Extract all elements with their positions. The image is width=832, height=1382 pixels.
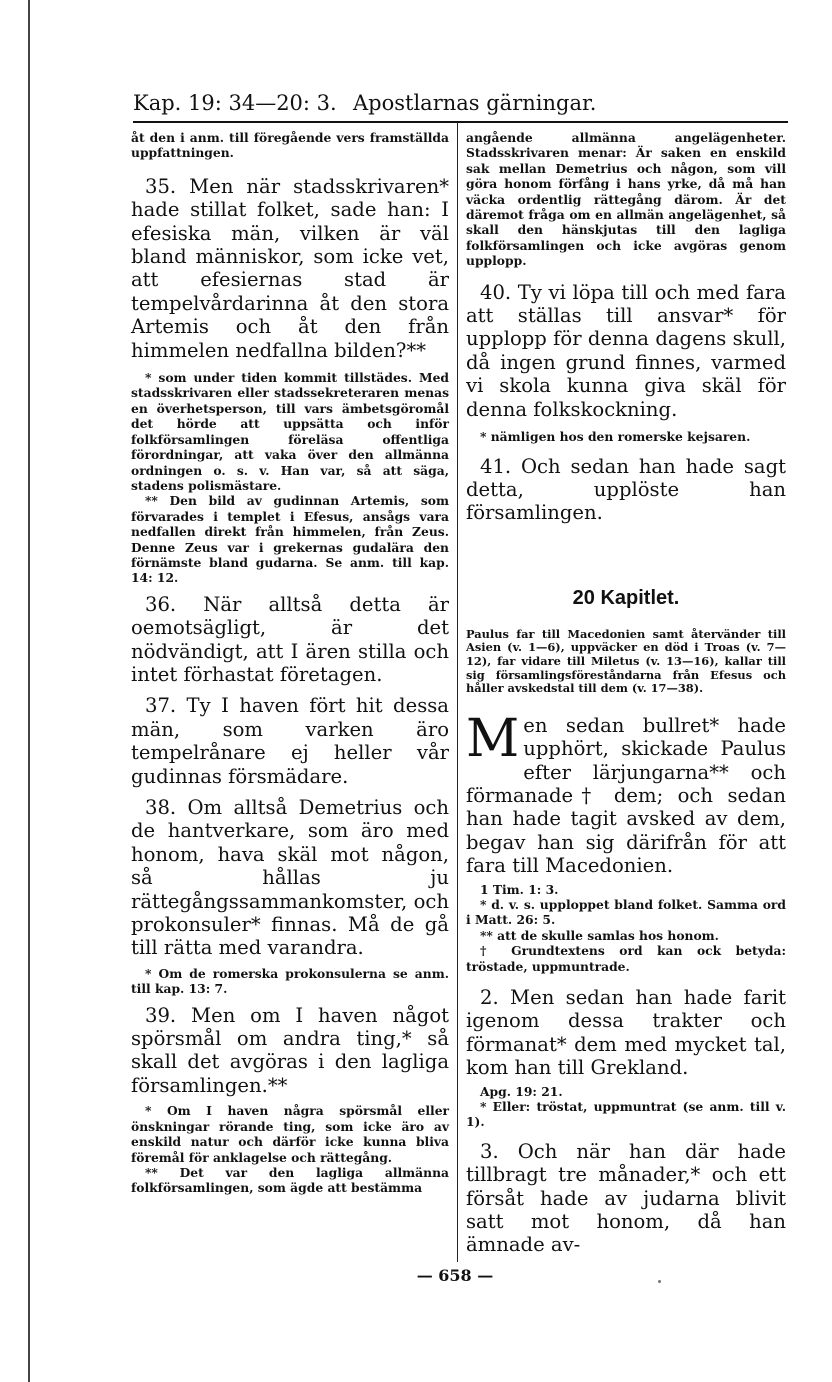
footnote: * Om de romerska prokonsulerna se anm. till kap. 13: 7.	[131, 965, 449, 997]
page-number: — 658 —	[416, 1266, 494, 1285]
note-continued	[131, 130, 449, 161]
footnotes-1	[466, 882, 786, 974]
scan-edge-line	[28, 0, 30, 1382]
verse-3: 3. Och när han där hade tillbragt tre månader,* och ett försåt hade av judarna blivit satt mot honom, då han ämnade av-	[466, 1139, 786, 1257]
verse-36: 36. När alltså detta är oemotsägligt, är det nödvändigt, att I ären stilla och intet förhastat företagen.	[131, 592, 449, 686]
header-book-title: Apostlarnas gärningar.	[353, 91, 597, 115]
footnotes-40	[466, 429, 786, 444]
drop-cap: M	[466, 708, 520, 769]
chapter-summary: Paulus far till Macedonien samt återvänder till Asien (v. 1—6), uppväcker en död i Troas (v. 7—12), far vidare till Miletus (v. 13—16), kallar till sig församlingsföreståndarna från Efesus och håller avskedstal till dem (v. 17—38).	[466, 626, 786, 696]
left-column	[131, 130, 449, 1203]
note-text: angående allmänna angelägenheter. Stadsskrivaren menar: Är saken en enskild sak mellan Demetrius och någon, som vill göra honom förfång i hans yrke, då må han väcka ordentlig rättegång därom. Är det däremot fråga om en allmän angelägenhet, så skall den hänskjutas till den lagliga folkförsamlingen och icke avgöras genom upplopp.	[466, 130, 786, 269]
header-chapter-ref: Kap. 19: 34—20: 3.	[133, 91, 337, 115]
header-rule	[133, 121, 788, 123]
footnotes-39	[131, 1103, 449, 1195]
footnote: ** att de skulle samlas hos honom.	[480, 927, 719, 943]
footnotes-2	[466, 1084, 786, 1130]
verse-1	[466, 708, 786, 878]
footnote: ** Det var den lagliga allmänna folkförsamlingen, som ägde att bestämma	[131, 1164, 449, 1196]
footnote: * nämligen hos den romerske kejsaren.	[480, 429, 751, 445]
verse-38: 38. Om alltså Demetrius och de hantverkare, som äro med honom, hava skäl mot någon, så hållas ju rättegångssammankomster, och prokonsuler* finnas. Må de gå till rätta med varandra.	[131, 796, 449, 960]
verse-40: 40. Ty vi löpa till och med fara att ställas till ansvar* för upplopp för denna dagens skull, då ingen grund finnes, varmed vi skola kunna giva skäl för denna folkskockning.	[466, 280, 786, 421]
scan-speck	[658, 1280, 661, 1283]
verse-1-text: en sedan bullret* hade upphört, skickade Paulus efter lärjungarna** och förmanade† dem; och sedan han hade tagit avsked av dem, begav han sig därifrån för att fara till Macedonien.	[466, 713, 786, 878]
verse-37: 37. Ty I haven fört hit dessa män, som varken äro tempelrånare ej heller vår gudinnas försmädare.	[131, 694, 449, 788]
footnotes-38	[131, 966, 449, 997]
note-text: åt den i anm. till föregående vers framställda uppfattningen.	[131, 130, 449, 161]
footnote: * Eller: tröstat, uppmuntrat (se anm. till v. 1).	[466, 1099, 786, 1130]
footnote: * Om I haven några spörsmål eller önskningar rörande ting, som icke äro av enskild natur och därför icke kunna bliva föremål för anklagelse och rättegång.	[131, 1103, 449, 1165]
note-continued	[466, 130, 786, 269]
column-divider	[457, 122, 458, 1262]
right-column	[466, 130, 786, 1265]
verse-39: 39. Men om I haven något spörsmål om andra ting,* så skall det avgöras i den lagliga församlingen.**	[131, 1003, 449, 1097]
verse-41: 41. Och sedan han hade sagt detta, upplöste han församlingen.	[466, 454, 786, 525]
cross-reference: Apg. 19: 21.	[480, 1083, 563, 1099]
footnote: * d. v. s. upploppet bland folket. Samma ord i Matt. 26: 5.	[466, 896, 786, 928]
footnotes-35	[131, 370, 449, 586]
verse-2: 2. Men sedan han hade farit igenom dessa trakter och förmanat* dem med mycket tal, kom han till Grekland.	[466, 985, 786, 1080]
running-header	[133, 90, 788, 120]
chapter-title: 20 Kapitlet.	[572, 586, 680, 609]
footnote: † Grundtextens ord kan ock betyda: tröstade, uppmuntrade.	[466, 943, 786, 974]
footnote: * som under tiden kommit tillstädes. Med stadsskrivaren eller stadssekreteraren menas en överhetsperson, till vars ämbetsgöromål det hörde att uppsätta och inför folkförsamlingen föreläsa offentliga förordningar, att vaka över den allmänna ordningen o. s. v. Han var, så att säga, stadens polismästare.	[131, 370, 449, 493]
verse-35: 35. Men när stadsskrivaren* hade stillat folket, sade han: I efesiska män, vilken är väl bland människor, som icke vet, att efesiernas stad är tempelvårdarinna åt den stora Artemis och åt den från himmelen nedfallna bilden?**	[131, 174, 449, 362]
footnote: ** Den bild av gudinnan Artemis, som förvarades i templet i Efesus, ansågs vara nedfallen direkt från himmelen, från Zeus. Denne Zeus var i grekernas gudalära den förnämste bland gudarna. Se anm. till kap. 14: 12.	[131, 493, 449, 586]
cross-reference: 1 Tim. 1: 3.	[480, 881, 559, 897]
